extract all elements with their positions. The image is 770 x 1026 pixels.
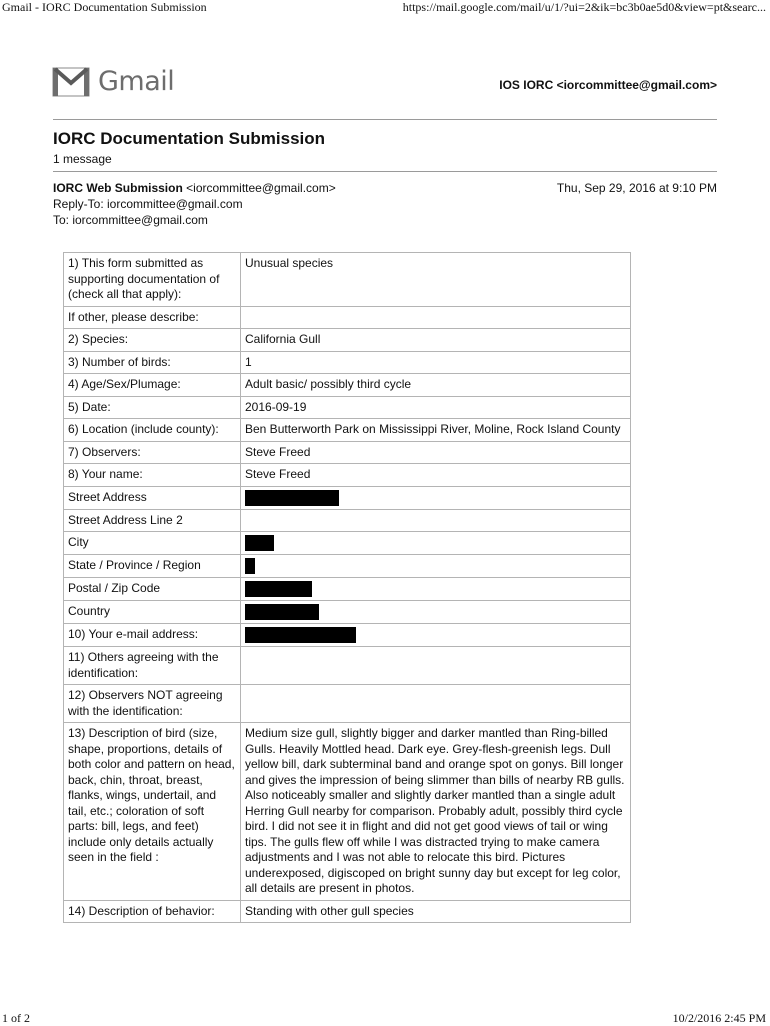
account-label: IOS IORC <iorcommittee@gmail.com> bbox=[499, 78, 717, 92]
form-answer bbox=[241, 578, 631, 601]
form-answer bbox=[241, 532, 631, 555]
form-question: If other, please describe: bbox=[64, 306, 241, 329]
form-row bbox=[64, 624, 631, 647]
redaction-box bbox=[245, 604, 319, 620]
form-answer: 2016-09-19 bbox=[241, 396, 631, 419]
form-question: 3) Number of birds: bbox=[64, 351, 241, 374]
form-answer bbox=[241, 685, 631, 723]
form-row bbox=[64, 486, 631, 509]
form-answer bbox=[241, 647, 631, 685]
divider bbox=[53, 119, 717, 120]
form-answer: Steve Freed bbox=[241, 464, 631, 487]
redaction-box bbox=[245, 627, 356, 643]
form-answer: 1 bbox=[241, 351, 631, 374]
gmail-logo[interactable] bbox=[52, 66, 174, 97]
form-row bbox=[64, 374, 631, 397]
form-row bbox=[64, 509, 631, 532]
form-answer bbox=[241, 306, 631, 329]
form-question: 13) Description of bird (size, shape, proportions, details of both color and pattern on head, back, chin, throat, breast, flanks, wings, undertail, and tail, etc.; coloration of soft parts: bill, legs, and feet) include only details actually seen in the field : bbox=[64, 723, 241, 901]
form-question: Country bbox=[64, 601, 241, 624]
form-answer: Standing with other gull species bbox=[241, 900, 631, 923]
form-answer bbox=[241, 601, 631, 624]
form-row bbox=[64, 419, 631, 442]
form-row bbox=[64, 578, 631, 601]
gmail-envelope-icon bbox=[52, 67, 90, 97]
form-answer bbox=[241, 624, 631, 647]
form-answer bbox=[241, 486, 631, 509]
form-row bbox=[64, 396, 631, 419]
submission-form-table bbox=[63, 252, 631, 923]
redaction-box bbox=[245, 581, 312, 597]
form-row bbox=[64, 306, 631, 329]
sender-line bbox=[53, 180, 336, 196]
form-answer: Unusual species bbox=[241, 253, 631, 307]
form-answer: Ben Butterworth Park on Mississippi River, Moline, Rock Island County bbox=[241, 419, 631, 442]
form-row bbox=[64, 555, 631, 578]
form-answer: Steve Freed bbox=[241, 441, 631, 464]
gmail-logo-text: Gmail bbox=[98, 66, 175, 97]
email-subject: IORC Documentation Submission bbox=[53, 129, 326, 148]
form-question: 5) Date: bbox=[64, 396, 241, 419]
form-question: Postal / Zip Code bbox=[64, 578, 241, 601]
form-question: 11) Others agreeing with the identification: bbox=[64, 647, 241, 685]
redaction-box bbox=[245, 535, 274, 551]
message-count: 1 message bbox=[53, 152, 112, 166]
form-row bbox=[64, 441, 631, 464]
form-question: 1) This form submitted as supporting documentation of (check all that apply): bbox=[64, 253, 241, 307]
form-question: Street Address Line 2 bbox=[64, 509, 241, 532]
form-answer bbox=[241, 509, 631, 532]
reply-to: Reply-To: iorcommittee@gmail.com bbox=[53, 197, 243, 211]
form-row bbox=[64, 532, 631, 555]
form-question: 2) Species: bbox=[64, 329, 241, 352]
form-question: City bbox=[64, 532, 241, 555]
redaction-box bbox=[245, 558, 255, 574]
form-row bbox=[64, 685, 631, 723]
form-answer: California Gull bbox=[241, 329, 631, 352]
form-row bbox=[64, 601, 631, 624]
divider bbox=[53, 171, 717, 172]
print-header-url[interactable]: https://mail.google.com/mail/u/1/?ui=2&ik=bc3b0ae5d0&view=pt&searc... bbox=[402, 0, 766, 14]
form-row bbox=[64, 464, 631, 487]
form-row bbox=[64, 253, 631, 307]
page-number: 1 of 2 bbox=[2, 1011, 30, 1025]
form-question: 8) Your name: bbox=[64, 464, 241, 487]
form-question: 7) Observers: bbox=[64, 441, 241, 464]
form-row bbox=[64, 900, 631, 923]
email-meta bbox=[53, 180, 336, 228]
form-question: Street Address bbox=[64, 486, 241, 509]
form-row bbox=[64, 723, 631, 901]
form-question: 14) Description of behavior: bbox=[64, 900, 241, 923]
form-question: 6) Location (include county): bbox=[64, 419, 241, 442]
sender-name: IORC Web Submission bbox=[53, 181, 183, 195]
form-question: State / Province / Region bbox=[64, 555, 241, 578]
form-question: 10) Your e-mail address: bbox=[64, 624, 241, 647]
form-answer: Medium size gull, slightly bigger and darker mantled than Ring-billed Gulls. Heavily Mottled head. Dark eye. Grey-flesh-greenish legs. Dull yellow bill, dark subterminal band and orange spot on gonys. Bill longer and gives the impression of being slimmer than bills of nearby RB gulls. Also noticeably smaller and slightly darker mantled than a single adult Herring Gull nearby for comparison. Probably adult, possibly third cycle bird. I did not see it in flight and did not get good views of tail or wing tips. The gulls flew off while I was distracted trying to make camera adjustments and I was not able to relocate this bird. Pictures underexposed, digiscoped on bright sunny day but except for leg color, all details are present in photos. bbox=[241, 723, 631, 901]
form-row bbox=[64, 351, 631, 374]
form-answer bbox=[241, 555, 631, 578]
redaction-box bbox=[245, 490, 339, 506]
form-row bbox=[64, 647, 631, 685]
sender-email[interactable]: <iorcommittee@gmail.com> bbox=[186, 181, 336, 195]
to-line: To: iorcommittee@gmail.com bbox=[53, 213, 208, 227]
print-header-title: Gmail - IORC Documentation Submission bbox=[2, 0, 207, 14]
form-row bbox=[64, 329, 631, 352]
form-question: 12) Observers NOT agreeing with the identification: bbox=[64, 685, 241, 723]
form-answer: Adult basic/ possibly third cycle bbox=[241, 374, 631, 397]
email-date: Thu, Sep 29, 2016 at 9:10 PM bbox=[556, 181, 717, 195]
print-timestamp: 10/2/2016 2:45 PM bbox=[672, 1011, 766, 1025]
form-question: 4) Age/Sex/Plumage: bbox=[64, 374, 241, 397]
